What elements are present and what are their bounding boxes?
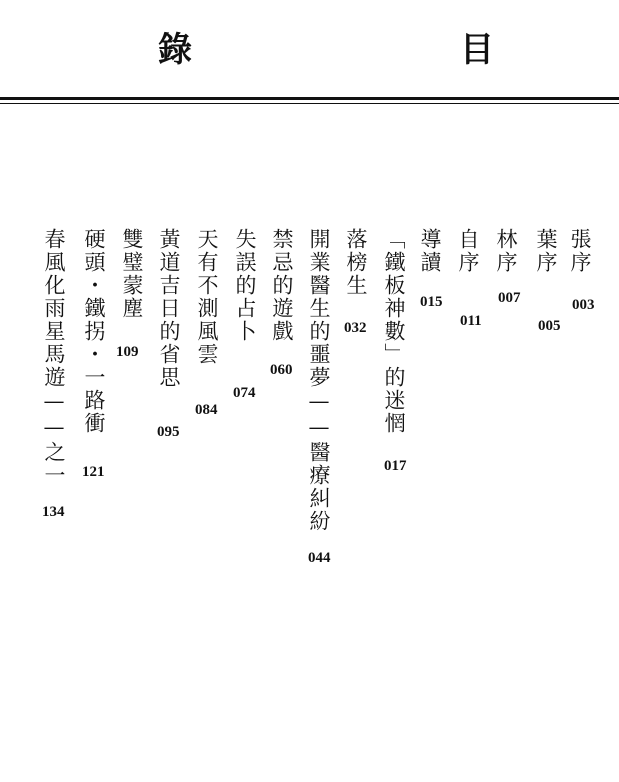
toc-entry-page: 005 xyxy=(538,318,561,334)
toc-entry-page: 074 xyxy=(233,385,256,401)
toc-entry-title: 導讀 xyxy=(418,228,442,274)
toc-entry-title: 張序 xyxy=(568,228,592,274)
toc-entry-title: 失誤的占卜 xyxy=(233,228,257,343)
toc-entry-title: 自序 xyxy=(456,228,480,274)
toc-entry-title: 開業醫生的噩夢——醫療糾紛 xyxy=(307,228,331,533)
toc-entry-page: 003 xyxy=(572,297,595,313)
toc-entry-page: 134 xyxy=(42,504,65,520)
toc-entry-title: 天有不測風雲 xyxy=(195,228,219,366)
toc-entry-page: 044 xyxy=(308,550,331,566)
toc-entry-title: 禁忌的遊戲 xyxy=(270,228,294,343)
header-rule-thin xyxy=(0,103,619,104)
toc-entry-title: 葉序 xyxy=(534,228,558,274)
toc-entry-page: 121 xyxy=(82,464,105,480)
toc-entry-title: 「鐵板神數」的迷惘 xyxy=(382,228,406,435)
toc-entry-page: 017 xyxy=(384,458,407,474)
heading-char-right: 目 xyxy=(460,30,494,70)
heading-char-left: 錄 xyxy=(158,30,192,70)
toc-entry-page: 032 xyxy=(344,320,367,336)
toc-entry-title: 黃道吉日的省思 xyxy=(157,228,181,389)
header-rule-thick xyxy=(0,97,619,100)
toc-entry-title: 硬頭・鐵拐・一路衝 xyxy=(82,228,106,435)
toc-entry-page: 095 xyxy=(157,424,180,440)
toc-entry-title: 落榜生 xyxy=(344,228,368,297)
toc-entry-title: 春風化雨星馬遊——之一 xyxy=(42,228,66,487)
toc-entry-page: 060 xyxy=(270,362,293,378)
toc-entry-page: 015 xyxy=(420,294,443,310)
toc-entry-title: 雙璧蒙塵 xyxy=(120,228,144,320)
toc-entry-title: 林序 xyxy=(494,228,518,274)
toc-entry-page: 109 xyxy=(116,344,139,360)
toc-entry-page: 011 xyxy=(460,313,482,329)
toc-entry-page: 084 xyxy=(195,402,218,418)
toc-entry-page: 007 xyxy=(498,290,521,306)
